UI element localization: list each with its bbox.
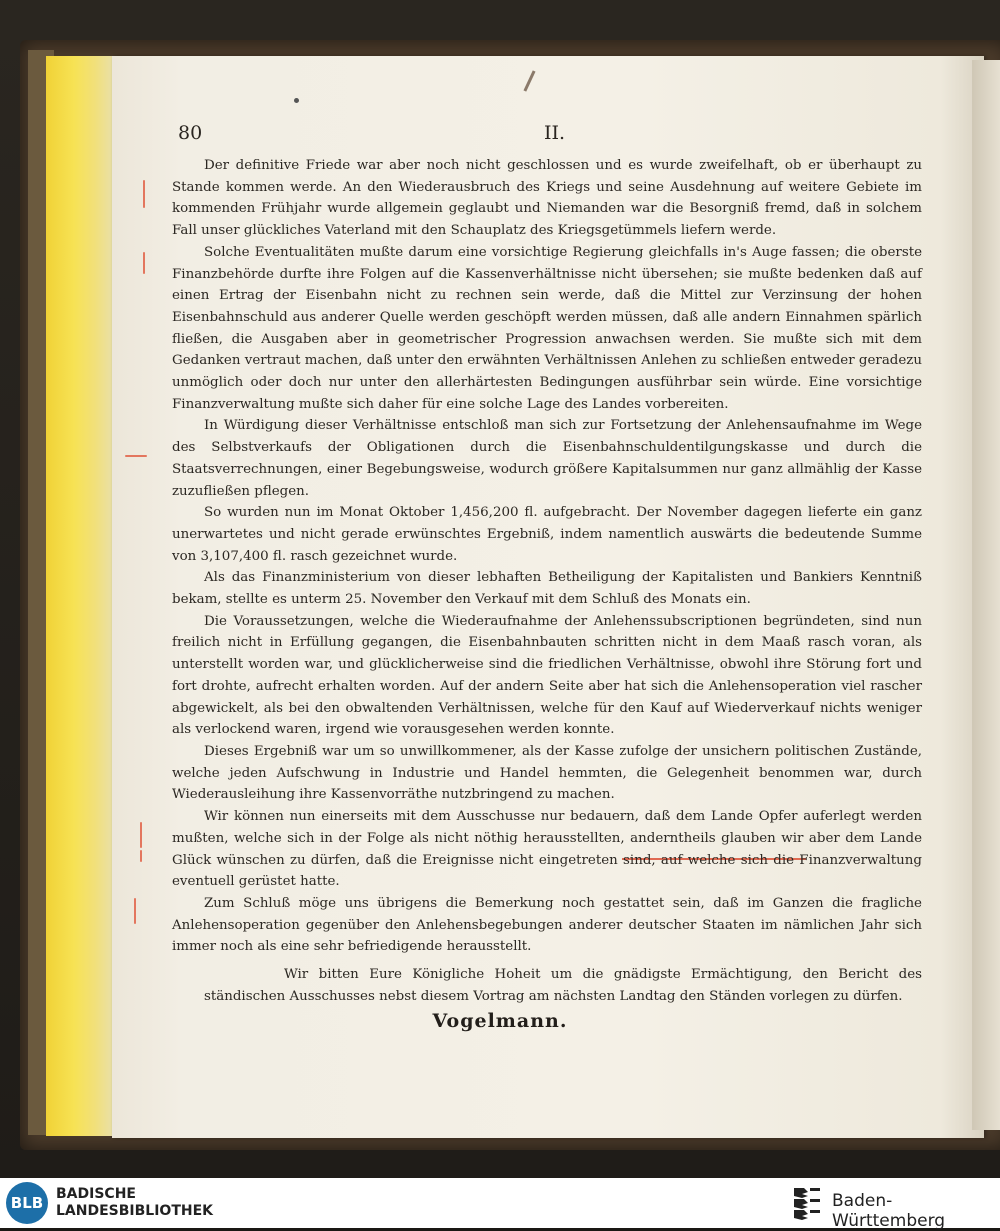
paragraph: So wurden nun im Monat Oktober 1,456,200 fl. aufgebracht. Der November dagegen lieferte ein ganz unerwartetes und nicht gerade erwünschtes Ergebniß, indem namentlich auswärts die bedeutende Summe von 3,107,400 fl. rasch gezeichnet wurde.: [172, 505, 922, 564]
library-name-line2: LANDESBIBLIOTHEK: [56, 1203, 214, 1219]
ink-dot: [294, 98, 299, 103]
paragraph: Zum Schluß möge uns übrigens die Bemerkung noch gestattet sein, daß im Ganzen die fragliche Anlehensoperation gegenüber den Anlehensbegebungen anderer deutscher Staaten im nämlichen Jahr sich immer noch als eine sehr befriedigende herausstellt.: [172, 895, 922, 955]
page-header: II.: [544, 122, 566, 144]
margin-mark: [134, 898, 136, 924]
paragraph: Der definitive Friede war aber noch nicht geschlossen und es wurde zweifelhaft, ob er überhaupt zu Stande kommen werde. An den Wiederausbruch des Kriegs und seine Ausdehnung auf weitere Gebiete im kommenden Frühjahr wurde allgemein geglaubt und Niemanden war die Besorgniß fremd, daß in solchem Fall unser glückliches Vaterland mit den Schauplatz des Kriegsgetümmels liefern werde.: [172, 158, 922, 239]
paragraph: Wir können nun einerseits mit dem Ausschusse nur bedauern, daß dem Lande Opfer auferlegt werden mußten, welche sich in der Folge als nicht nöthig herausstellten, anderntheils glauben wir aber dem Lande Glück wünschen zu dürfen, daß die Ereignisse nicht eingetreten sind, auf welche sich die Finanzverwaltung eventuell gerüstet hatte.: [172, 809, 922, 890]
paragraph: Dieses Ergebniß war um so unwillkommener, als der Kasse zufolge der unsichern politischen Zustände, welche jeden Aufschwung in Industrie und Handel hemmten, die Gelegenheit benommen war, durch Wiederausleihung ihre Kassenvorräthe nutzbringend zu machen.: [172, 743, 922, 803]
margin-mark: [143, 252, 145, 274]
library-name[interactable]: [56, 1186, 213, 1220]
lions-coat-of-arms-icon: [790, 1184, 824, 1222]
state-name[interactable]: Baden-Württemberg: [832, 1191, 946, 1231]
paragraph: Solche Eventualitäten mußte darum eine vorsichtige Regierung gleichfalls in's Auge fassen; die oberste Finanzbehörde durfte ihre Folgen auf die Kassenverhältnisse nicht übersehen; sie mußte bedenken daß auf einen Ertrag der Eisenbahn nicht zu rechnen sein werde, daß die Mittel zur Verzinsung der hohen Eisenbahnschuld aus anderer Quelle werden geschöpft werden müssen, daß alle andern Einnahmen spärlich fließen, die Ausgaben aber in geometrischer Progression anwachsen werden. Sie mußte sich mit dem Gedanken vertraut machen, daß unter den erwähnten Verhältnissen Anlehen zu schließen entweder geradezu unmöglich oder doch nur unter den allerhärtesten Bedingungen ausführbar sein würde. Eine vorsichtige Finanzverwaltung mußte sich daher für eine solche Lage des Landes vorbereiten.: [172, 244, 922, 412]
library-name-line1: BADISCHE: [56, 1186, 136, 1202]
margin-mark: [140, 822, 142, 848]
blb-logo-icon[interactable]: BLB: [6, 1182, 48, 1224]
margin-mark: [143, 180, 145, 208]
closing-paragraph: Wir bitten Eure Königliche Hoheit um die gnädigste Ermächtigung, den Bericht des ständischen Ausschusses nebst diesem Vortrag am nächsten Landtag den Ständen vorlegen zu dürfen.: [204, 967, 922, 1004]
margin-mark: [140, 850, 142, 862]
footer-bar: [0, 1178, 1000, 1231]
next-page-edge: [972, 60, 1000, 1130]
paragraph: Als das Finanzministerium von dieser lebhaften Betheiligung der Kapitalisten und Bankiers Kenntniß bekam, stellte es unterm 25. November den Verkauf mit dem Schluß des Monats ein.: [172, 570, 922, 608]
paragraph: Die Voraussetzungen, welche die Wiederaufnahme der Anlehenssubscriptionen begründeten, sind nun freilich nicht in Erfüllung gegangen, die Eisenbahnbauten schritten nicht in dem Maaß rasch voran, als unterstellt worden war, und glücklicherweise sind die friedlichen Verhältnisse, obwohl ihre Störung fort und fort drohte, aufrecht erhalten worden. Auf der andern Seite aber hat sich die Anlehensoperation viel rascher abgewickelt, als bei den obwaltenden Verhältnissen, welche für den Kauf auf Wiederverkauf nichts weniger als verlockend waren, irgend wie vorausgesehen werden konnte.: [172, 613, 922, 738]
margin-mark: [125, 455, 147, 457]
paragraph: In Würdigung dieser Verhältnisse entschloß man sich zur Fortsetzung der Anlehensaufnahme im Wege des Selbstverkaufs der Obligationen durch die Eisenbahnschuldentilgungskasse und durch die Staatsverrechnungen, einer Begebungsweise, wodurch größere Kapitalsummen nur ganz allmählig der Kasse zuzufließen pflegen.: [172, 418, 922, 499]
page-number: 80: [178, 122, 203, 144]
signature: Vogelmann.: [432, 1010, 568, 1032]
body-text: [172, 155, 922, 1007]
page-edges: [46, 56, 116, 1136]
